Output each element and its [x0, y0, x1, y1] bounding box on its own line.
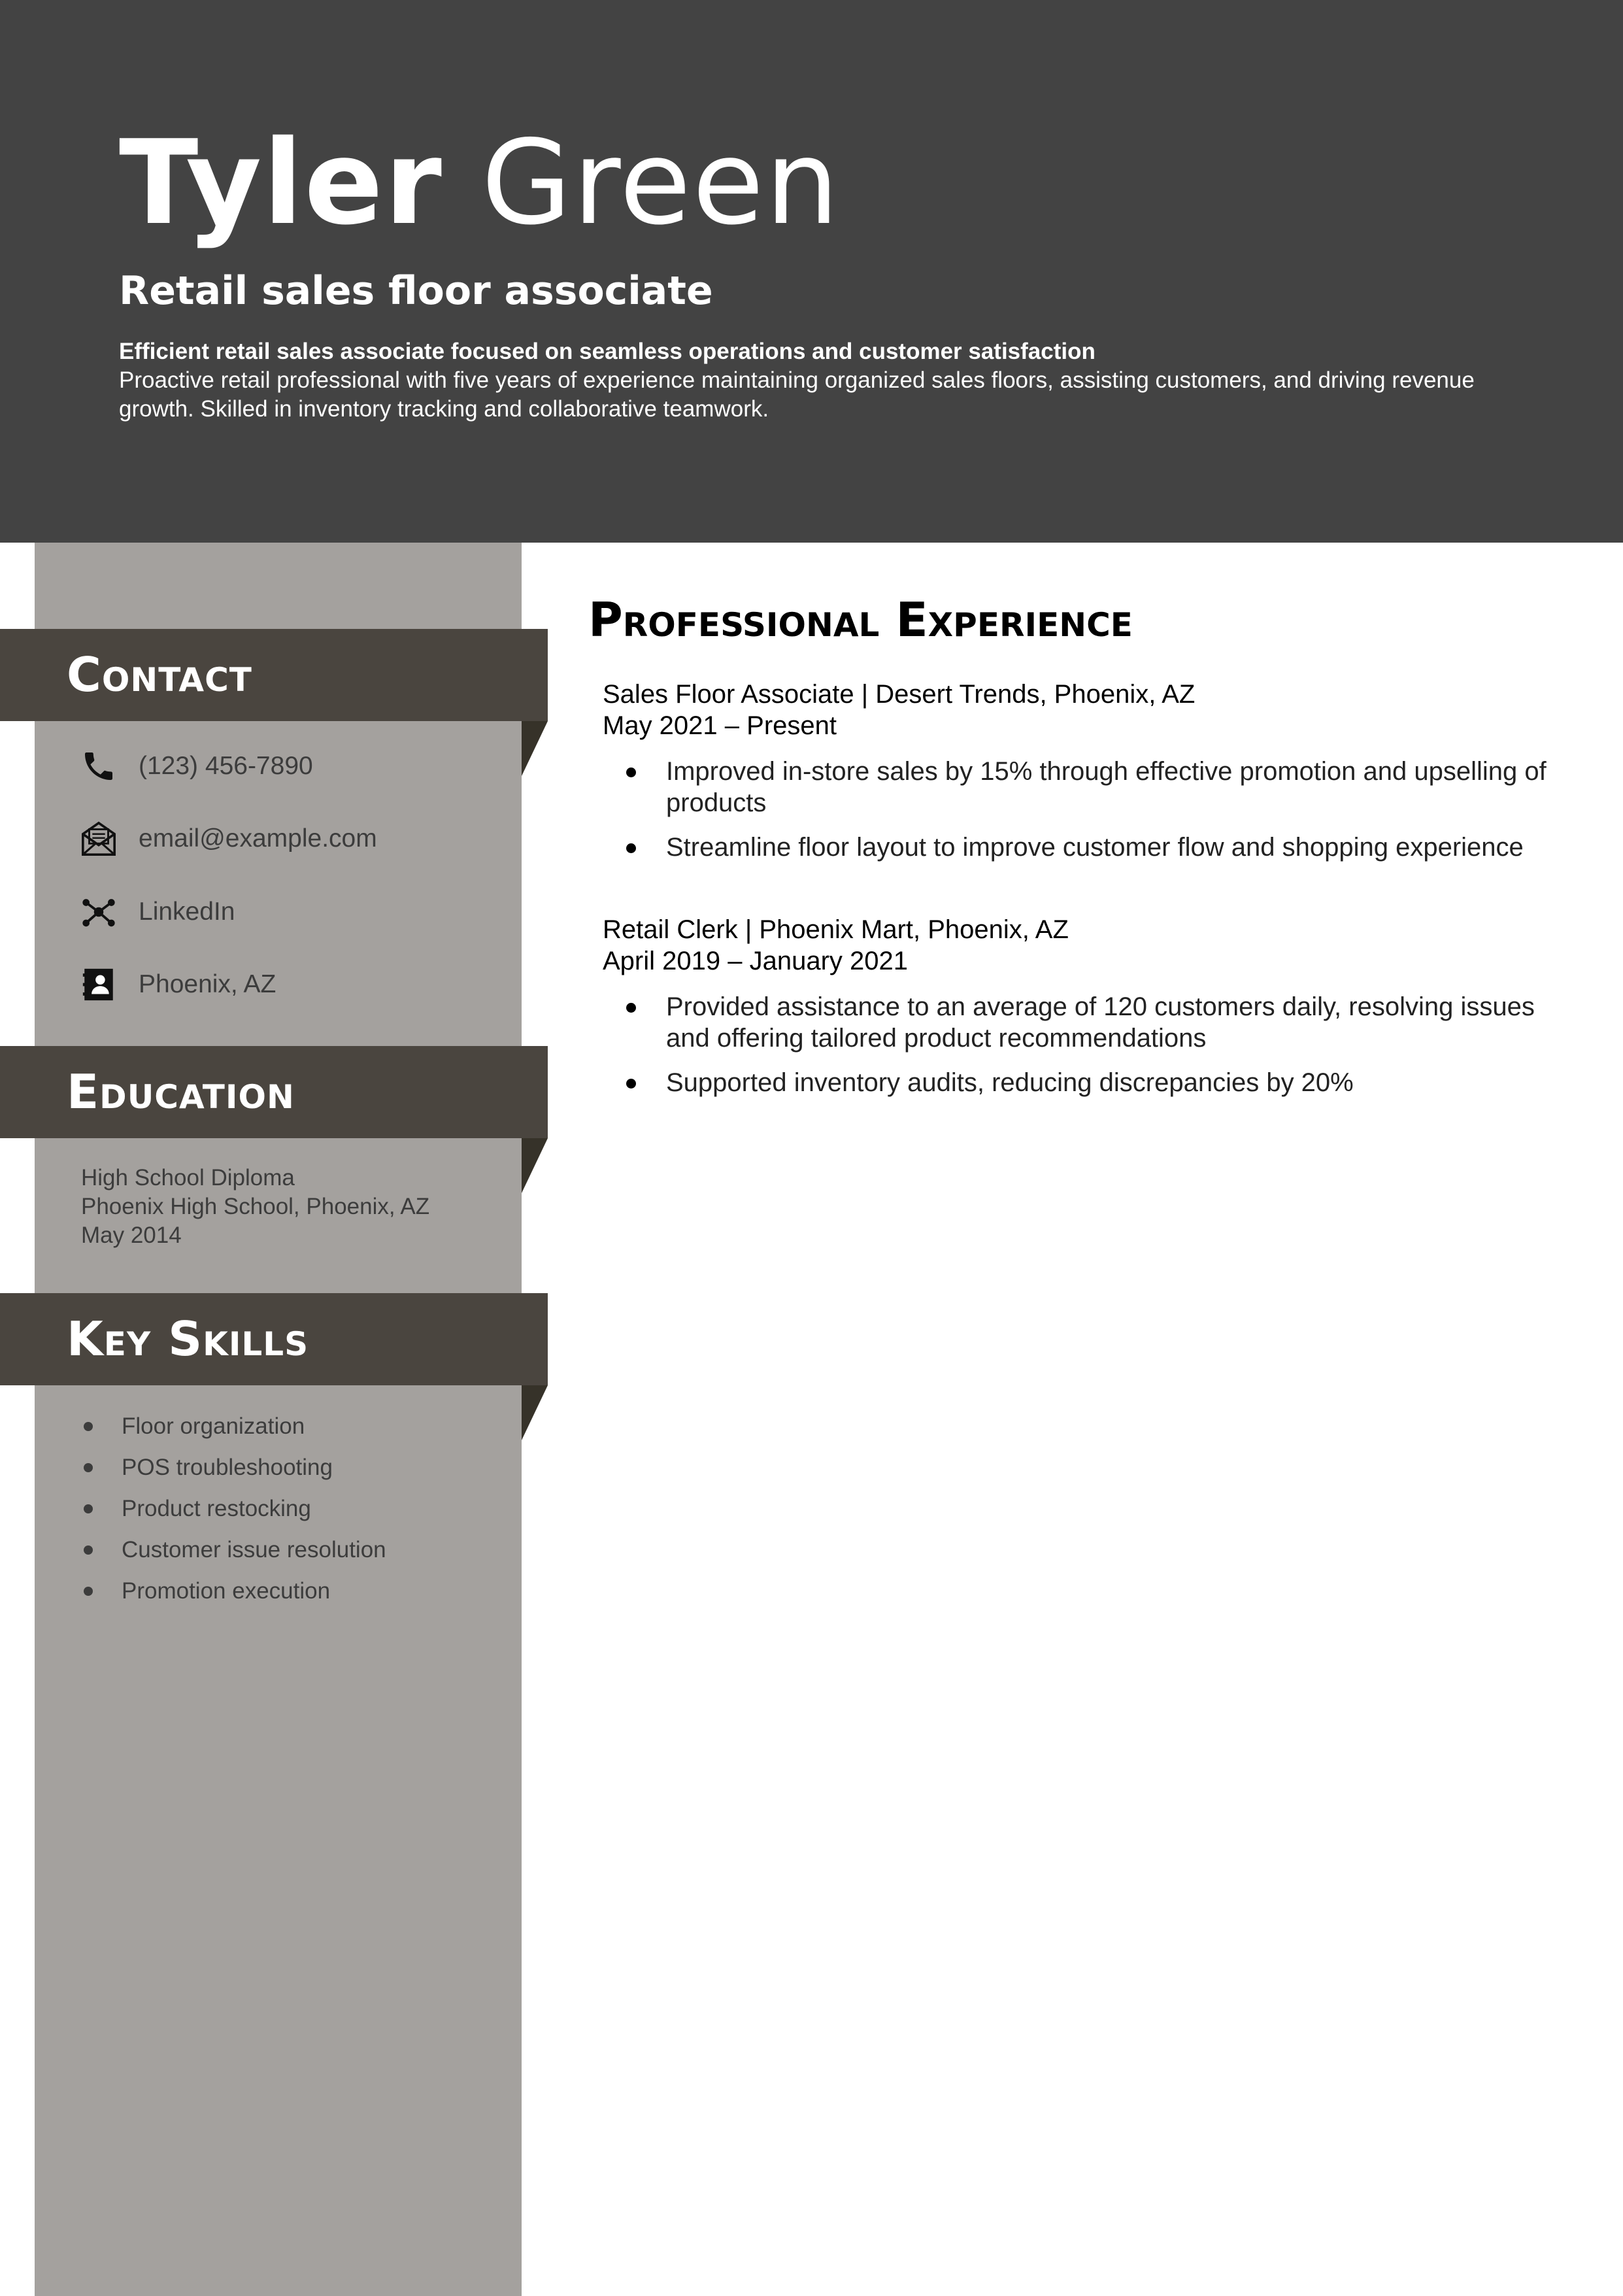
contact-linkedin[interactable] [78, 889, 235, 935]
job-bullet: Streamline floor layout to improve customer flow and shopping experience [603, 832, 1583, 863]
job-bullet: Supported inventory audits, reducing discrepancies by 20% [603, 1067, 1583, 1098]
contact-title: Contact [67, 647, 252, 702]
skills-title: Key Skills [67, 1311, 309, 1366]
summary-text: Proactive retail professional with five years of experience maintaining organized sales floors, assisting customers, and driving revenue growth. Skilled in inventory tracking and collaborative teamwork. [119, 367, 1475, 422]
education-entry [81, 1164, 429, 1250]
job-title: Retail sales floor associate [119, 268, 713, 314]
skill-item: Floor organization [81, 1406, 386, 1447]
location: Phoenix, AZ [139, 970, 276, 998]
job-bullet: Improved in-store sales by 15% through effective promotion and upselling of products [603, 756, 1583, 819]
job-dates: April 2019 – January 2021 [603, 947, 908, 975]
job-dates: May 2021 – Present [603, 711, 837, 740]
linkedin-link: LinkedIn [139, 898, 235, 926]
job-role-line: Sales Floor Associate | Desert Trends, Phoenix, AZ [603, 680, 1196, 709]
experience-title: Professional Experience [588, 592, 1133, 647]
skills-band-fold [522, 1385, 548, 1440]
phone-number: (123) 456-7890 [139, 752, 313, 780]
skill-item: POS troubleshooting [81, 1447, 386, 1488]
contact-band-fold [522, 721, 548, 776]
education-band-fold [522, 1138, 548, 1193]
address-icon [78, 964, 119, 1005]
job-bullet: Provided assistance to an average of 120 customers daily, resolving issues and offering tailored product recommendations [603, 991, 1583, 1054]
full-name [119, 111, 841, 255]
email-icon [78, 819, 119, 859]
job-role-line: Retail Clerk | Phoenix Mart, Phoenix, AZ [603, 915, 1069, 944]
last-name: Green [481, 115, 841, 250]
email-address: email@example.com [139, 824, 377, 853]
linkedin-icon [78, 892, 119, 932]
education-section-header [0, 1046, 548, 1138]
contact-section-header [0, 629, 548, 721]
contact-location[interactable] [78, 962, 276, 1007]
job-entry [603, 914, 1583, 1111]
education-school: Phoenix High School, Phoenix, AZ [81, 1194, 430, 1219]
summary-title: Efficient retail sales associate focused on seamless operations and customer satisfaction [119, 339, 1096, 364]
phone-icon [78, 746, 119, 786]
job-bullets [603, 991, 1583, 1098]
education-date: May 2014 [81, 1223, 182, 1248]
job-bullets [603, 756, 1583, 863]
education-degree: High School Diploma [81, 1165, 295, 1190]
skills-list [81, 1406, 386, 1612]
skill-item: Promotion execution [81, 1570, 386, 1612]
job-entry [603, 679, 1583, 876]
skill-item: Product restocking [81, 1488, 386, 1529]
education-title: Education [67, 1064, 295, 1119]
skill-item: Customer issue resolution [81, 1529, 386, 1570]
contact-phone[interactable] [78, 743, 313, 789]
resume-header [0, 0, 1623, 543]
skills-section-header [0, 1293, 548, 1385]
first-name: Tyler [119, 115, 443, 250]
contact-email[interactable] [78, 816, 377, 862]
